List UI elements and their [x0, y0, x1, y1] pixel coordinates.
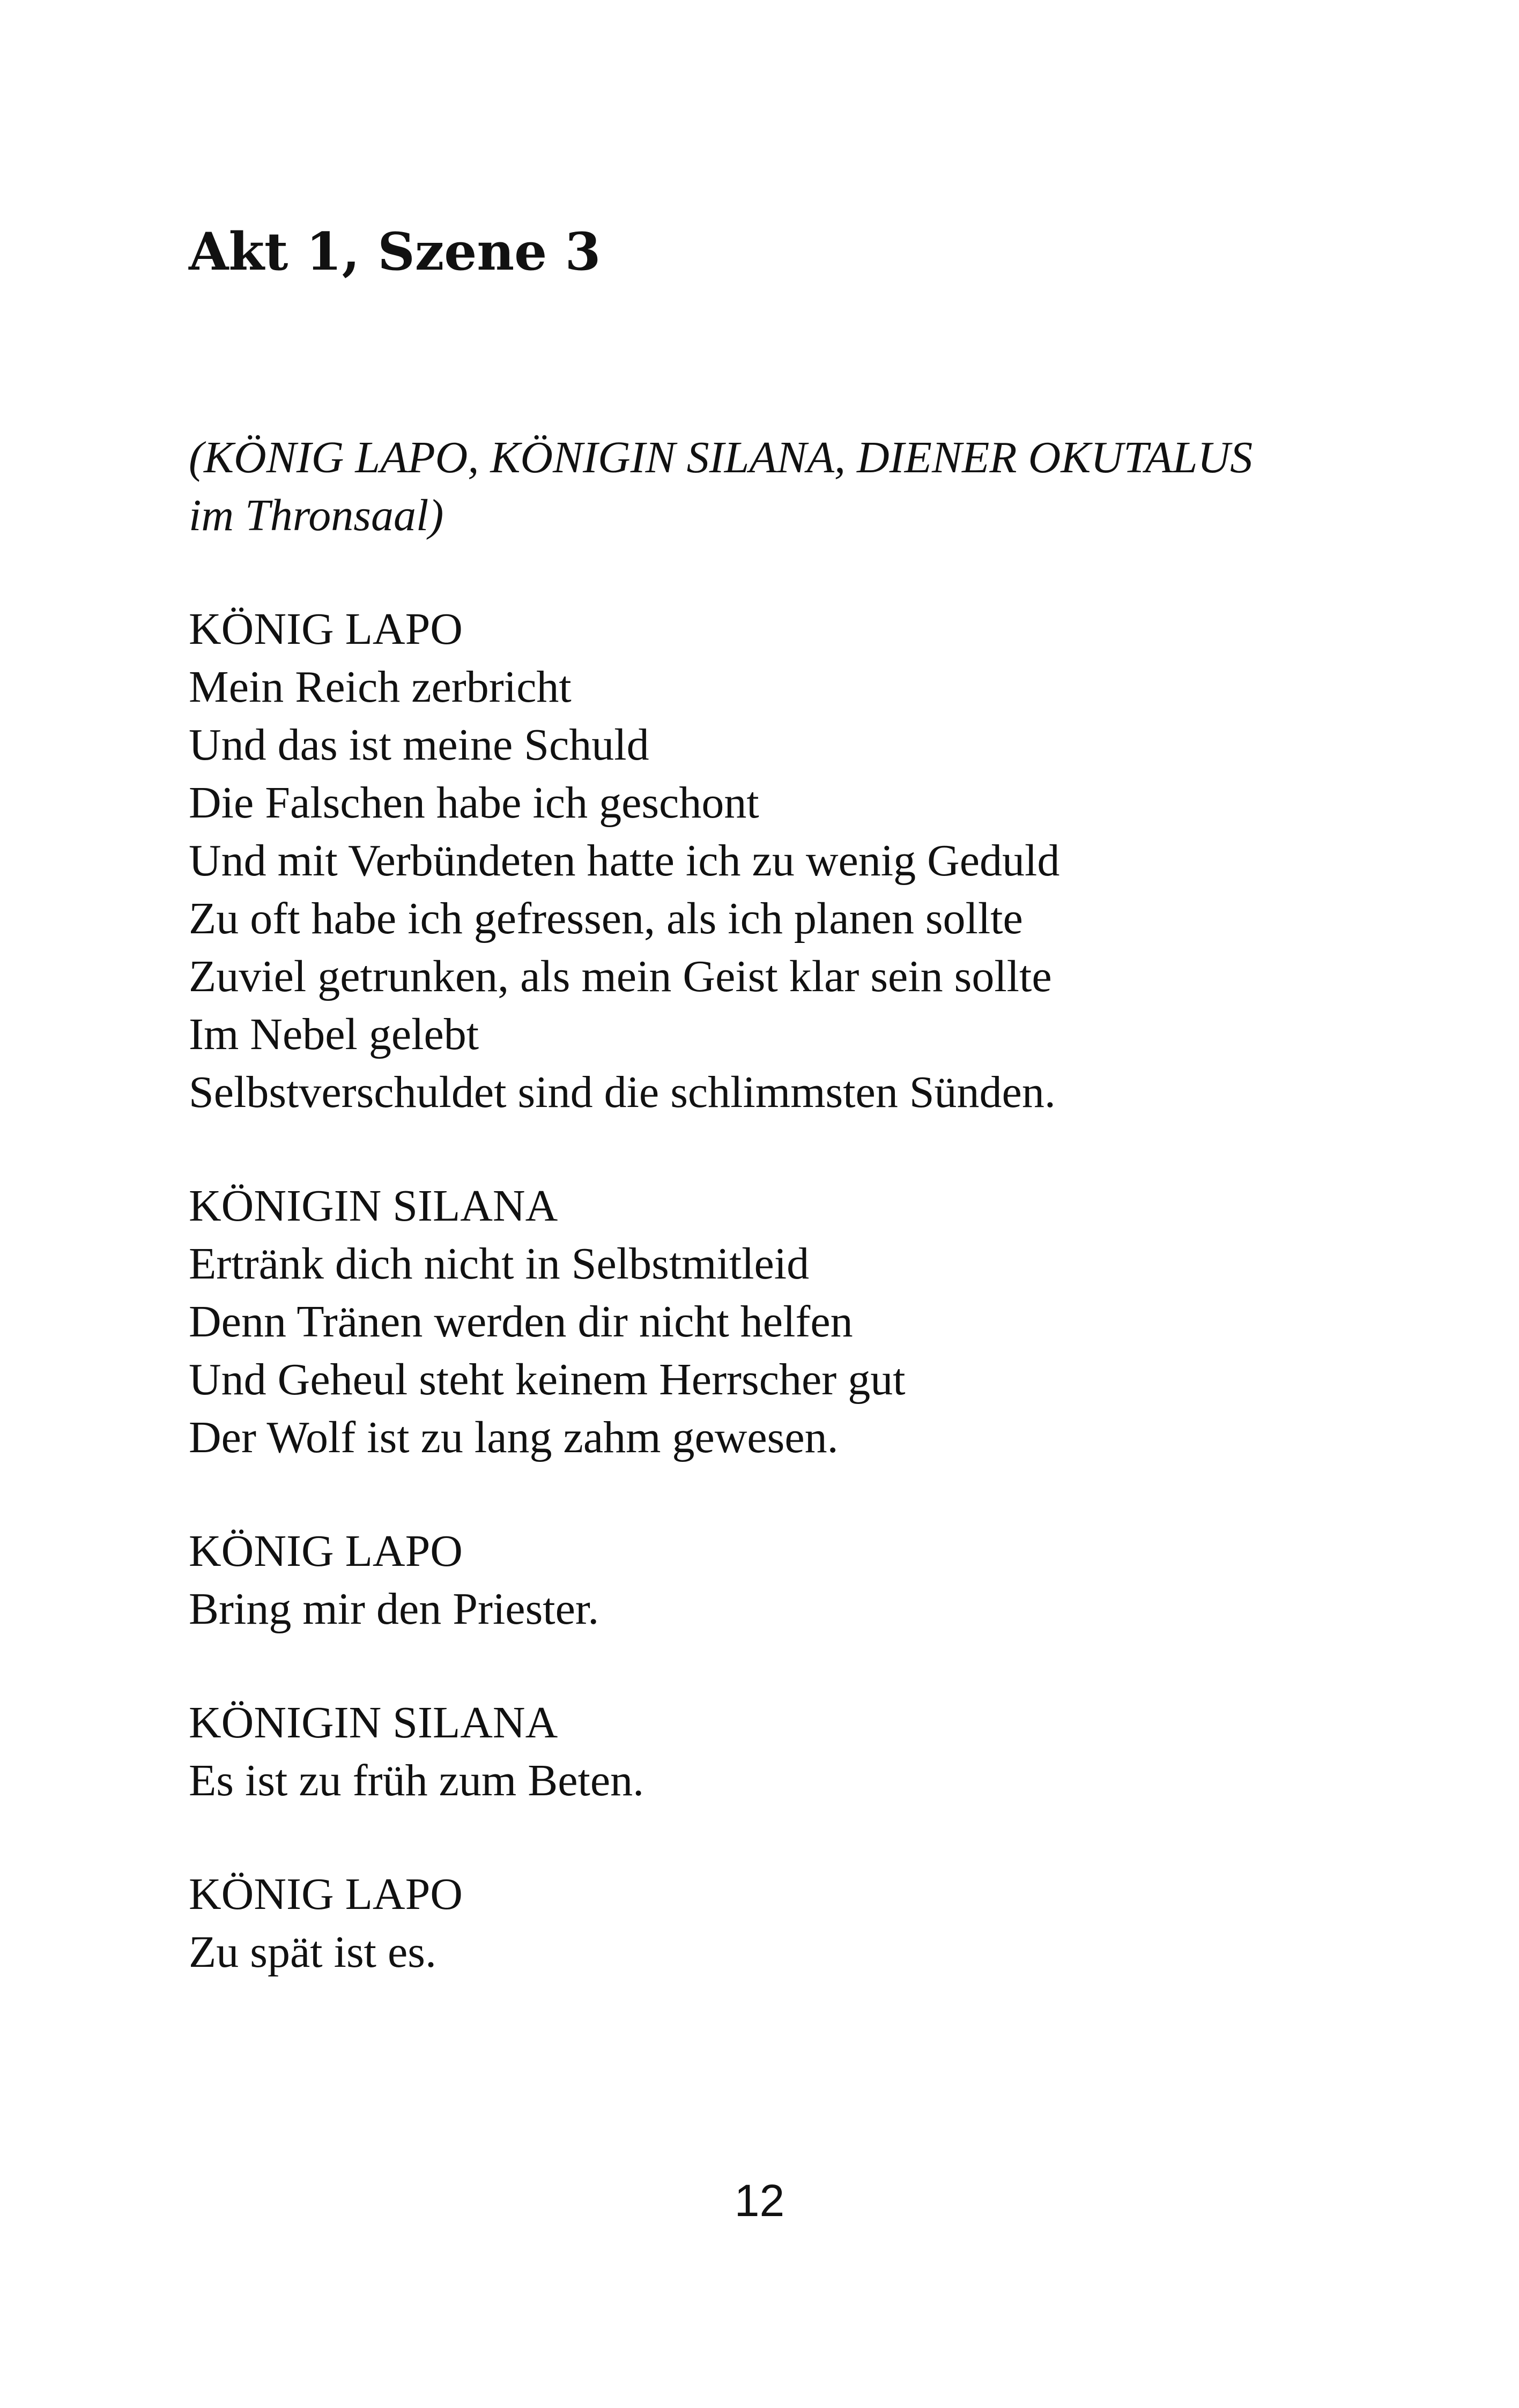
stage-direction-line: im Thronsaal)	[189, 490, 444, 540]
verse-line: Zu oft habe ich gefressen, als ich planen sollte	[189, 894, 1023, 943]
verse-line: Und mit Verbündeten hatte ich zu wenig Geduld	[189, 836, 1060, 886]
verse-line: Denn Tränen werden dir nicht helfen	[189, 1297, 853, 1347]
speaker-name: KÖNIG LAPO	[189, 604, 463, 654]
speaker-name: KÖNIG LAPO	[189, 1526, 463, 1576]
scene-title: Akt 1, Szene 3	[189, 221, 601, 282]
script-body	[189, 429, 1358, 2037]
verse-line: Und das ist meine Schuld	[189, 720, 649, 770]
speech-block	[189, 1522, 1358, 1638]
verse-line: Selbstverschuldet sind die schlimmsten Sünden.	[189, 1067, 1056, 1117]
speech-block	[189, 1177, 1358, 1467]
speaker-name: KÖNIG LAPO	[189, 1869, 463, 1919]
verse-line: Zu spät ist es.	[189, 1927, 436, 1977]
speaker-name: KÖNIGIN SILANA	[189, 1181, 558, 1231]
verse-line: Der Wolf ist zu lang zahm gewesen.	[189, 1413, 839, 1462]
verse-line: Es ist zu früh zum Beten.	[189, 1756, 644, 1805]
verse-line: Zuviel getrunken, als mein Geist klar sein sollte	[189, 952, 1052, 1001]
verse-line: Die Falschen habe ich geschont	[189, 778, 759, 828]
verse-line: Bring mir den Priester.	[189, 1584, 599, 1634]
verse-line: Mein Reich zerbricht	[189, 662, 572, 712]
page-number: 12	[734, 2175, 785, 2226]
verse-line: Im Nebel gelebt	[189, 1009, 479, 1059]
stage-direction	[189, 429, 1358, 545]
speech-block	[189, 600, 1358, 1121]
speech-block	[189, 1866, 1358, 1981]
speaker-name: KÖNIGIN SILANA	[189, 1698, 558, 1748]
verse-line: Ertränk dich nicht in Selbstmitleid	[189, 1239, 810, 1289]
stage-direction-line: (KÖNIG LAPO, KÖNIGIN SILANA, DIENER OKUTALUS	[189, 433, 1253, 482]
verse-line: Und Geheul steht keinem Herrscher gut	[189, 1355, 906, 1404]
speech-block	[189, 1694, 1358, 1810]
